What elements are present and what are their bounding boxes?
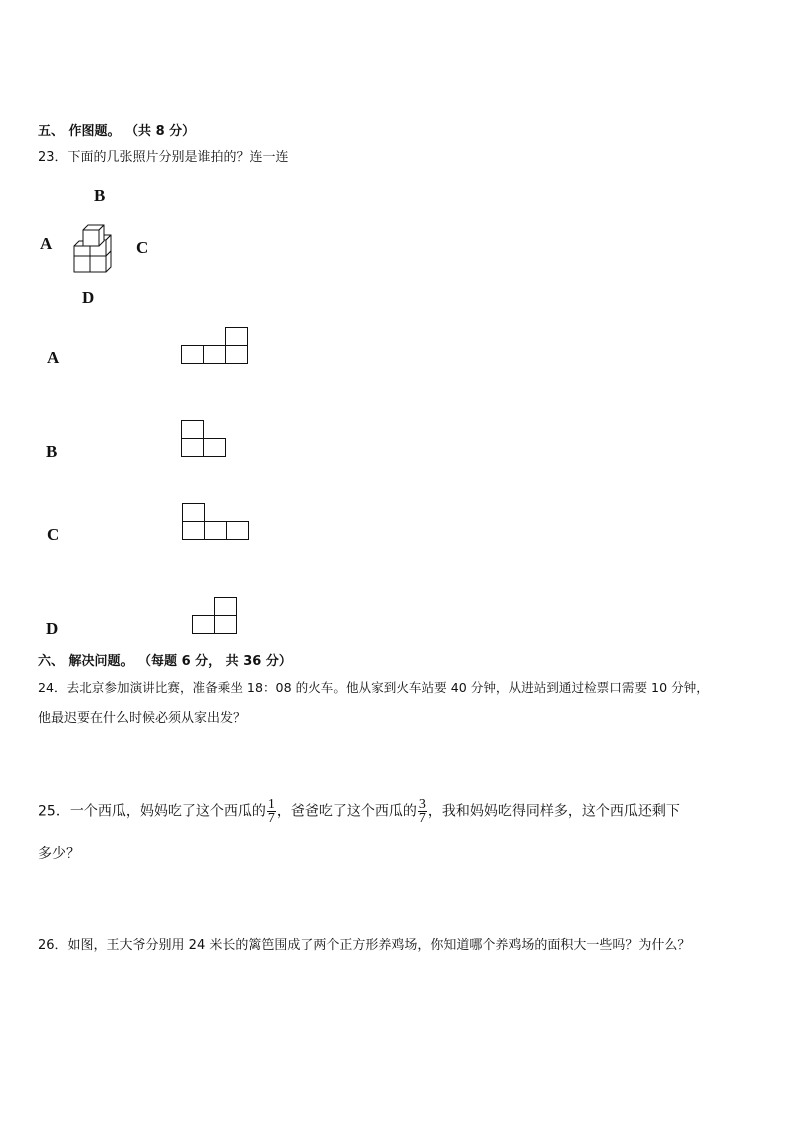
question-26: 26．如图，王大爷分别用 24 米长的篱笆围成了两个正方形养鸡场，你知道哪个养鸡场的面积大一些吗？为什么？ — [38, 938, 691, 953]
question-25-line-1 — [38, 798, 680, 825]
question-24-line-1: 24．去北京参加演讲比赛，准备乘坐 18：08 的火车。他从家到火车站要 40 分钟，从进站到通过检票口需要 10 分钟， — [38, 680, 709, 695]
view-label-a: A — [47, 348, 60, 367]
viewpoint-label-c: C — [136, 238, 149, 257]
section-5-header: 五、 作图题。 （共 8 分） — [38, 124, 196, 139]
view-label-b: B — [46, 442, 58, 461]
question-25-line-2: 多少？ — [38, 846, 80, 862]
question-25-text-2: ，爸爸吃了这个西瓜的 — [276, 803, 417, 820]
view-label-c: C — [47, 525, 60, 544]
viewpoint-label-d: D — [82, 288, 95, 307]
view-c-figure — [182, 503, 252, 541]
view-label-d: D — [46, 619, 59, 638]
view-a-figure — [181, 327, 251, 365]
fraction-one-seventh: $\frac{1}{7}$ — [267, 797, 275, 826]
view-b-figure — [181, 420, 229, 458]
viewpoint-label-b: B — [94, 186, 106, 205]
viewpoint-label-a: A — [40, 234, 53, 253]
view-d-figure — [192, 597, 240, 635]
fraction-three-sevenths: $\frac{3}{7}$ — [418, 797, 426, 826]
question-25-text-1: 25．一个西瓜，妈妈吃了这个西瓜的 — [38, 803, 266, 820]
section-6-header: 六、 解决问题。 （每题 6 分， 共 36 分） — [38, 654, 292, 669]
question-23: 23．下面的几张照片分别是谁拍的？连一连 — [38, 150, 289, 165]
question-25-text-3: ，我和妈妈吃得同样多，这个西瓜还剩下 — [427, 803, 680, 820]
question-24-line-2: 他最迟要在什么时候必须从家出发？ — [38, 711, 247, 726]
cube-stack-figure — [70, 222, 120, 274]
